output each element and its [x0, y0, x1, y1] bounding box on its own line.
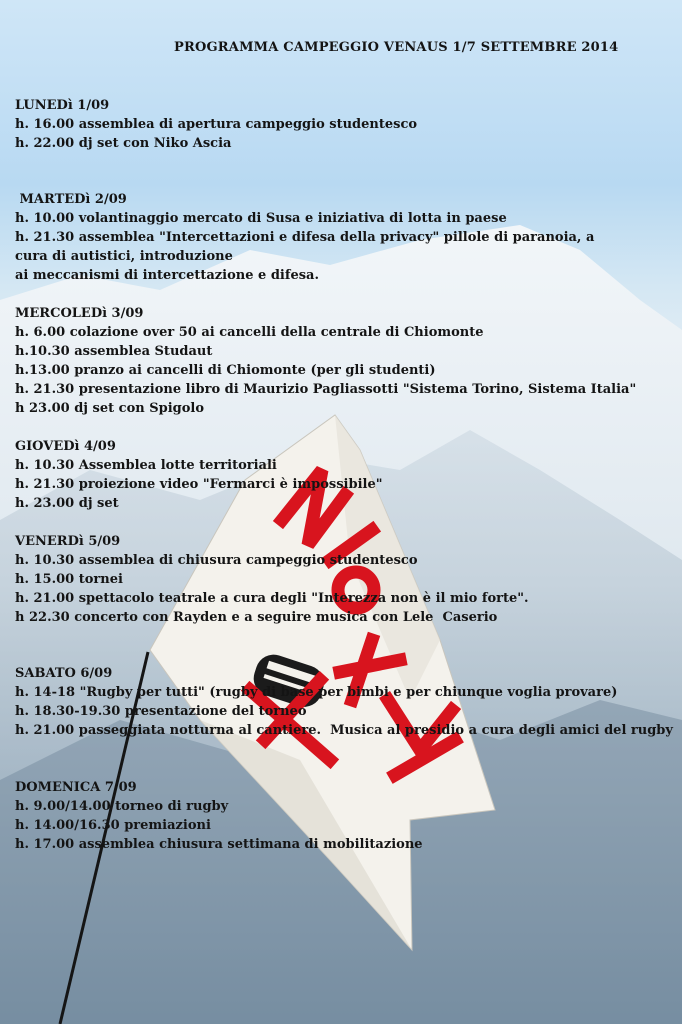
event-line: h. 21.00 spettacolo teatrale a cura degli "Interezza non è il mio forte". [15, 591, 529, 606]
day-block-sabato [15, 664, 673, 740]
event-line: h. 21.30 proiezione video "Fermarci è impossibile" [15, 477, 383, 492]
event-line: h.13.00 pranzo ai cancelli di Chiomonte (per gli studenti) [15, 363, 436, 378]
event-line: ai meccanismi di intercettazione e difesa. [15, 268, 319, 283]
day-block-mercoledi [15, 304, 635, 418]
day-heading: DOMENICA 7/09 [15, 780, 137, 795]
day-block-martedi [15, 190, 635, 285]
day-block-giovedi [15, 437, 635, 513]
day-heading: MERCOLEDì 3/09 [15, 306, 144, 321]
event-line: h. 15.00 tornei [15, 572, 123, 587]
day-block-domenica [15, 778, 635, 854]
day-block-venerdi [15, 532, 635, 627]
day-heading: GIOVEDì 4/09 [15, 439, 116, 454]
event-line: h. 23.00 dj set [15, 496, 119, 511]
event-line: h. 10.30 Assemblea lotte territoriali [15, 458, 277, 473]
page-title: PROGRAMMA CAMPEGGIO VENAUS 1/7 SETTEMBRE 2014 [174, 40, 619, 55]
event-line: h. 6.00 colazione over 50 ai cancelli della centrale di Chiomonte [15, 325, 484, 340]
day-heading: LUNEDì 1/09 [15, 98, 110, 113]
event-line: h. 14.00/16.30 premiazioni [15, 818, 211, 833]
event-line: h. 18.30-19.30 presentazione del torneo [15, 704, 307, 719]
day-block-lunedi [15, 96, 635, 153]
event-line: h. 10.30 assemblea di chiusura campeggio studentesco [15, 553, 418, 568]
day-heading: VENERDì 5/09 [15, 534, 121, 549]
event-line: h. 9.00/14.00 torneo di rugby [15, 799, 229, 814]
day-heading: SABATO 6/09 [15, 666, 113, 681]
event-line: h.10.30 assemblea Studaut [15, 344, 213, 359]
event-line: h 23.00 dj set con Spigolo [15, 401, 205, 416]
event-line: h. 10.00 volantinaggio mercato di Susa e iniziativa di lotta in paese [15, 211, 507, 226]
event-line: h. 22.00 dj set con Niko Ascia [15, 136, 232, 151]
event-line: h 22.30 concerto con Rayden e a seguire musica con Lele Caserio [15, 610, 498, 625]
event-line: h. 21.30 assemblea "Intercettazioni e difesa della privacy" pillole di paranoia, a cura di autistici, introduzione [15, 230, 595, 264]
event-line: h. 17.00 assemblea chiusura settimana di mobilitazione [15, 837, 423, 852]
event-line: h. 16.00 assemblea di apertura campeggio studentesco [15, 117, 418, 132]
day-heading: MARTEDì 2/09 [15, 192, 127, 207]
event-line: h. 21.30 presentazione libro di Maurizio Pagliassotti "Sistema Torino, Sistema Italia" [15, 382, 637, 397]
event-line: h. 14-18 "Rugby per tutti" (rugby di base per bimbi e per chiunque voglia provare) [15, 685, 618, 700]
event-line: h. 21.00 passeggiata notturna al cantiere. Musica al presidio a cura degli amici del rugby [15, 723, 673, 738]
